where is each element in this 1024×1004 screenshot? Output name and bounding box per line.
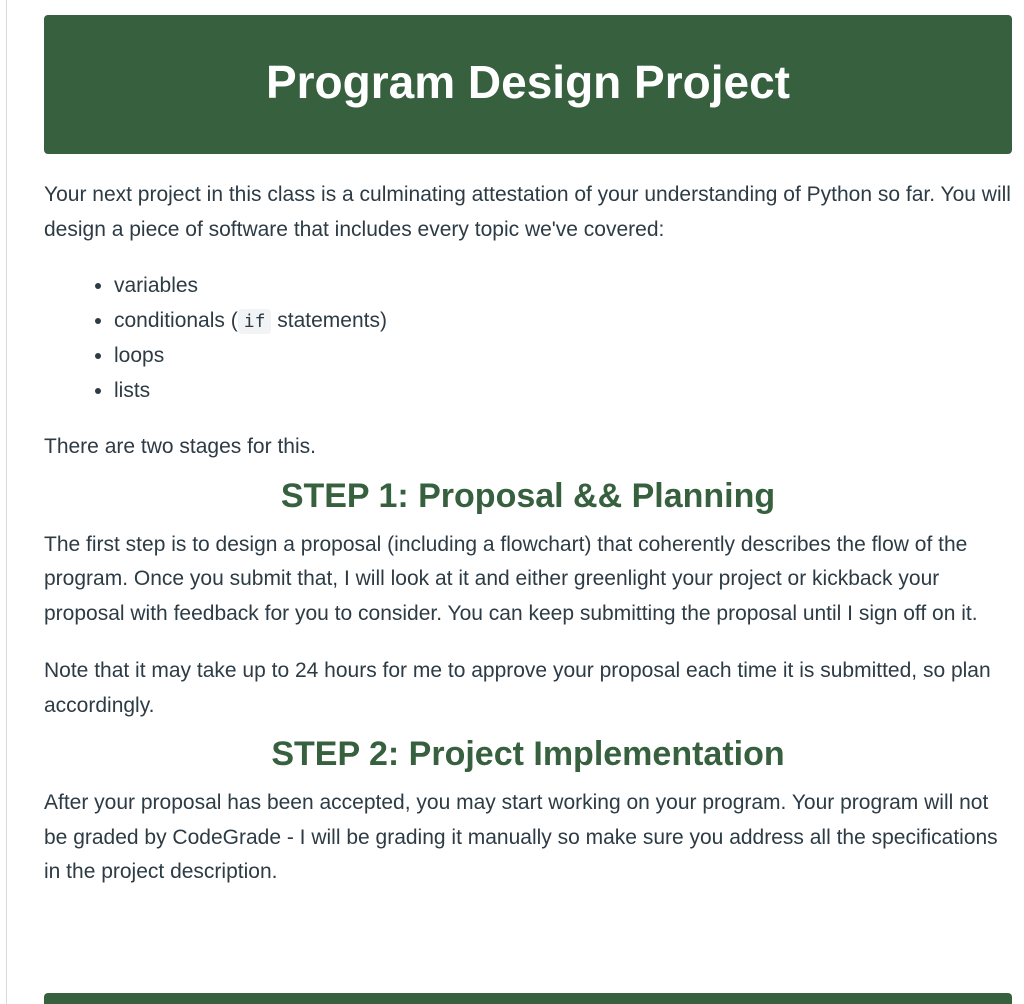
list-item-lists: • lists bbox=[114, 374, 1012, 409]
left-border bbox=[6, 0, 7, 1004]
title-banner bbox=[44, 15, 1012, 154]
step1-paragraph: The first step is to design a proposal (including a flowchart) that coherently describes the flow of the program. Once you submit that, I will look at it and either greenlight your project or kickback your proposal with feedback for you to consider. You can keep submitting the proposal until I sign off on it. bbox=[44, 532, 978, 625]
list-item-variables: • variables bbox=[114, 269, 1012, 304]
intro-paragraph: Your next project in this class is a culminating attestation of your understanding of Python so far. You will design a piece of software that includes every topic we've covered: bbox=[44, 183, 1011, 241]
step2-paragraph: After your proposal has been accepted, you may start working on your program. Your program will not be graded by CodeGrade - I will be grading it manually so make sure you address all the specifications in the project description. bbox=[44, 791, 998, 883]
topics-list bbox=[44, 269, 1012, 408]
list-item-conditionals bbox=[114, 304, 1012, 340]
step2-heading: STEP 2: Project Implementation bbox=[271, 735, 785, 773]
footer-banner bbox=[44, 993, 1012, 1004]
step1-note-paragraph: Note that it may take up to 24 hours for me to approve your proposal each time it is submitted, so plan accordingly. bbox=[44, 659, 991, 717]
conditionals-prefix: conditionals ( bbox=[114, 308, 238, 332]
if-code: if bbox=[238, 309, 272, 334]
step1-heading: STEP 1: Proposal && Planning bbox=[280, 476, 776, 515]
stages-paragraph: There are two stages for this. bbox=[44, 435, 316, 458]
conditionals-suffix: statements) bbox=[271, 308, 387, 332]
list-item-loops: • loops bbox=[114, 339, 1012, 374]
page-title: Program Design Project bbox=[265, 55, 791, 108]
page-content bbox=[44, 15, 1012, 890]
